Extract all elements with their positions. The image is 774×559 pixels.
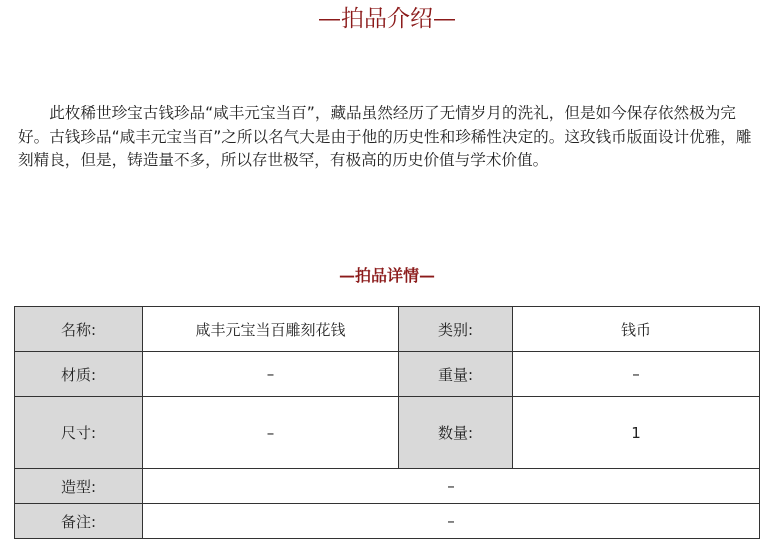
- table-row: [15, 352, 760, 397]
- details-section-title: —拍品详情—: [338, 266, 435, 285]
- size-value: –: [143, 397, 399, 469]
- table-row: [15, 307, 760, 352]
- material-value: –: [143, 352, 399, 397]
- intro-section-title: —拍品介绍—: [318, 6, 456, 32]
- details-table: [14, 306, 760, 539]
- shape-label: 造型:: [15, 469, 143, 504]
- intro-paragraph: 此枚稀世珍宝古钱珍品“咸丰元宝当百”，藏品虽然经历了无情岁月的洗礼，但是如今保存依然极为完好。古钱珍品“咸丰元宝当百”之所以名气大是由于他的历史性和珍稀性决定的。这玫钱币版面设计优雅，雕刻精良，但是，铸造量不多，所以存世极罕，有极高的历史价值与学术价值。: [18, 104, 752, 169]
- table-row: [15, 469, 760, 504]
- shape-value: –: [143, 469, 760, 504]
- size-label: 尺寸:: [15, 397, 143, 469]
- material-label: 材质:: [15, 352, 143, 397]
- weight-value: –: [513, 352, 760, 397]
- name-value: 咸丰元宝当百雕刻花钱: [143, 307, 399, 352]
- table-row: [15, 397, 760, 469]
- remarks-label: 备注:: [15, 504, 143, 539]
- quantity-label: 数量:: [399, 397, 513, 469]
- category-value: 钱币: [513, 307, 760, 352]
- remarks-value: –: [143, 504, 760, 539]
- table-row: [15, 504, 760, 539]
- quantity-value: 1: [513, 397, 760, 469]
- category-label: 类别:: [399, 307, 513, 352]
- name-label: 名称:: [15, 307, 143, 352]
- weight-label: 重量:: [399, 352, 513, 397]
